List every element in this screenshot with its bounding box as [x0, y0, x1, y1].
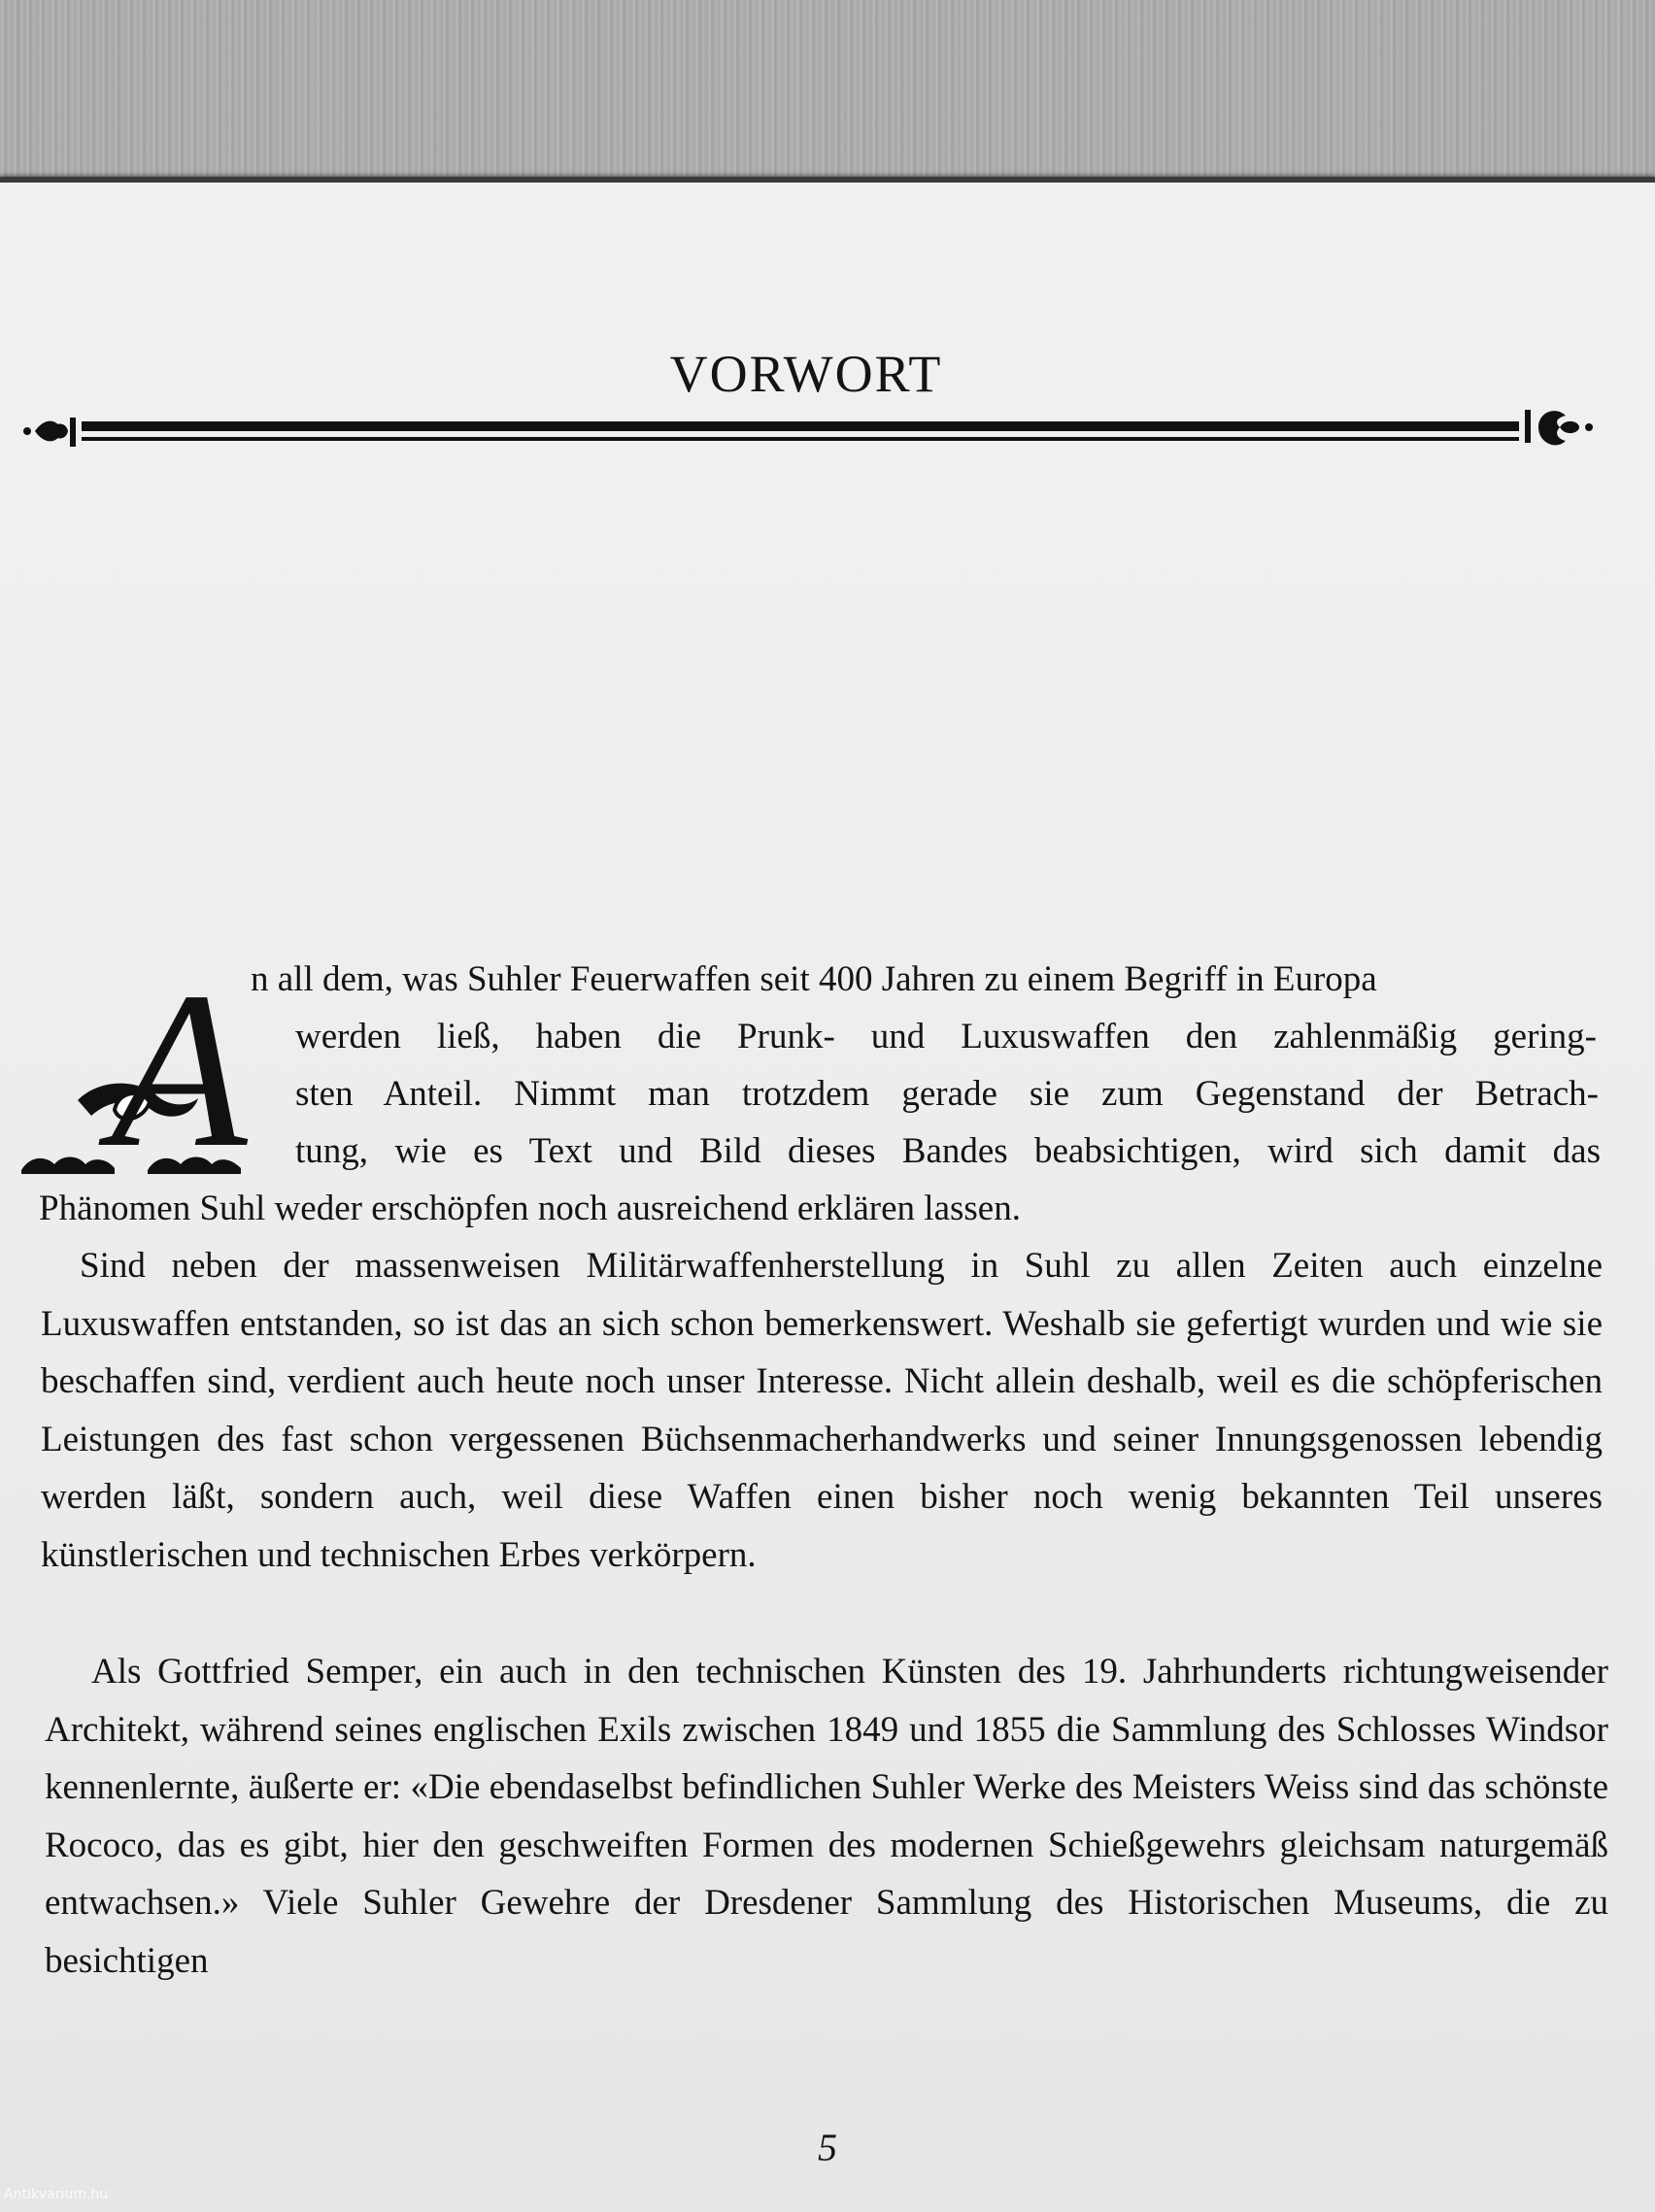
background-surface: [0, 0, 1655, 184]
paragraph-2: Sind neben der massenweisen Militärwaffenherstellung in Suhl zu allen Zeiten auch einzelne Luxuswaffen entstanden, so ist das an sich schon bemerkenswert. Weshalb sie gefertigt wurden und wie sie beschaffen sind, verdient auch heute noch unser Interesse. Nicht allein deshalb, weil es die schöpferischen Leistungen des fast schon vergessenen Büchsenmacherhandwerks und seiner Innungsgenossen lebendig werden läßt, sondern auch, weil diese Waffen einen bisher noch wenig bekannten Teil unseres künstlerischen und technischen Erbes verkörpern.: [41, 1246, 1603, 1575]
paragraph-1-line-4: tung, wie es Text und Bild dieses Bandes beabsichtigen, wird sich damit das: [295, 1131, 1601, 1171]
dropcap-letter: A: [111, 946, 248, 1193]
paragraph-1-line-1: n all dem, was Suhler Feuerwaffen seit 400 Jahren zu einem Begriff in Europa: [251, 959, 1377, 999]
title-ornament-rule: [21, 392, 1595, 460]
left-fleuron-icon: [23, 418, 76, 447]
book-page: [0, 177, 1655, 2212]
paragraph-1-line-3: sten Anteil. Nimmt man trotzdem gerade sie zum Gegenstand der Betrach-: [295, 1074, 1599, 1114]
ornament-rule-thin: [82, 437, 1519, 441]
paragraph-1-line-2: werden ließ, haben die Prunk- und Luxuswaffen den zahlenmäßig gering-: [295, 1017, 1597, 1056]
ornament-rule-thick: [82, 421, 1519, 431]
page-title: VORWORT: [669, 345, 943, 404]
paragraph-3: Als Gottfried Semper, ein auch in den technischen Künsten des 19. Jahrhunderts richtungweisender Architekt, während seines englischen Exils zwischen 1849 und 1855 die Sammlung des Schlosses Windsor kennenlernte, äußerte er: «Die ebendaselbst befindlichen Suhler Werke des Meisters Weiss sind das schönste Rococo, das es gibt, hier den geschweiften Formen des modernen Schießgewehrs gleichsam naturgemäß entwachsen.» Viele Suhler Gewehre der Dresdener Sammlung des Historischen Museums, die zu besichtigen: [45, 1652, 1608, 1981]
paragraph-1-line-5: Phänomen Suhl weder erschöpfen noch ausreichend erklären lassen.: [39, 1189, 1021, 1228]
right-fleuron-icon: [1525, 410, 1593, 445]
watermark-text: Antikvarium.hu: [4, 2187, 109, 2202]
page-number: 5: [818, 2126, 837, 2169]
